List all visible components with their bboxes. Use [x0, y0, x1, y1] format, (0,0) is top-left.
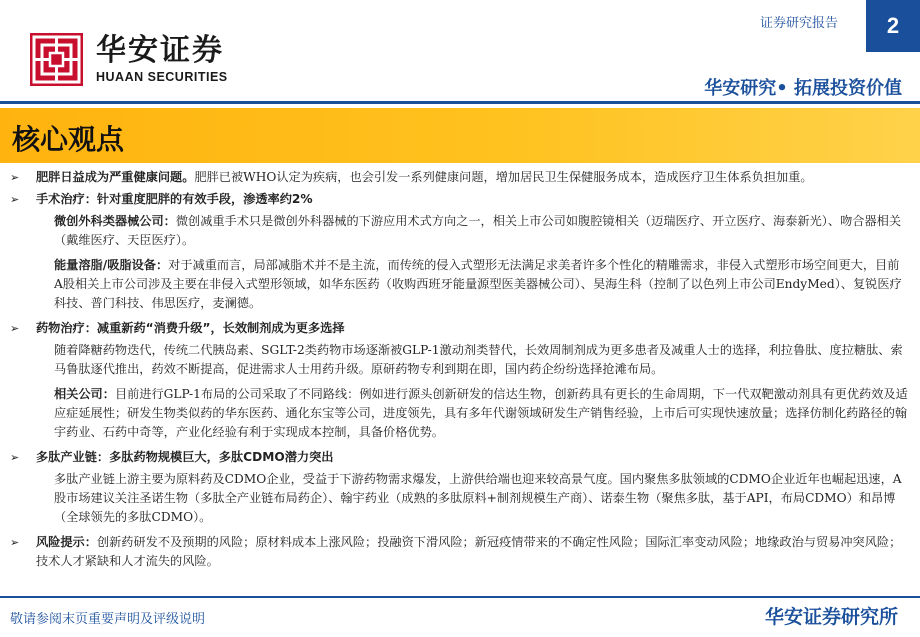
footer-disclaimer-link[interactable]: 敬请参阅末页重要声明及评级说明	[10, 612, 206, 627]
bullet-obesity	[8, 168, 912, 187]
bullet-surgery	[8, 190, 912, 209]
arrow-bullet-icon: ➢	[10, 193, 20, 206]
content-body	[8, 168, 912, 571]
sub-heading: 微创外科类器械公司：	[54, 214, 176, 228]
bullet-drugs	[8, 319, 912, 338]
sub-text: 微创减重手术只是微创外科器械的下游应用术式方向之一，相关上市公司如腹腔镜相关（迈瑞医疗、开立医疗、海泰新光）、吻合器相关（戴维医疗、天臣医疗）。	[54, 214, 902, 247]
bullet-heading: 多肽产业链：多肽药物规模巨大，多肽CDMO潜力突出	[36, 450, 334, 464]
sub-paragraph-related-companies	[8, 385, 912, 442]
sub-paragraph-drug-iteration	[8, 341, 912, 379]
sub-heading: 相关公司：	[54, 387, 115, 401]
arrow-bullet-icon: ➢	[10, 536, 20, 549]
header-divider	[0, 101, 920, 104]
sub-text: 随着降糖药物迭代，传统二代胰岛素、SGLT-2类药物市场逐渐被GLP-1激动剂类替代，长效周制剂成为更多患者及减重人士的选择，利拉鲁肽、度拉糖肽、索马鲁肽逐代推出，药效不断提高，促进需求人士用药升级。原研药物专利到期在即，国内药企纷纷选择抢滩布局。	[54, 343, 903, 376]
title-band	[0, 108, 920, 163]
logo-english-name: HUAAN SECURITIES	[96, 70, 228, 84]
footer-institute: 华安证券研究所	[764, 606, 898, 628]
arrow-bullet-icon: ➢	[10, 171, 20, 184]
footer-divider	[0, 596, 920, 598]
bullet-heading: 手术治疗：针对重度肥胖的有效手段，渗透率约2%	[36, 192, 313, 206]
sub-text: 多肽产业链上游主要为原料药及CDMO企业，受益于下游药物需求爆发，上游供给端也迎来较高景气度。国内聚焦多肽领域的CDMO企业近年也崛起迅速，A股市场建议关注圣诺生物（多肽全产业链布局药企）、翰宇药业（成熟的多肽原料+制剂规模生产商）、诺泰生物（聚焦多肽，基于API，布局CDMO）和昂博（全球领先的多肽CDMO）。	[54, 472, 902, 524]
sub-text: 对于减重而言，局部减脂术并不是主流，而传统的侵入式塑形无法满足求美者许多个性化的精雕需求，非侵入式塑形市场空间更大，目前A股相关上市公司涉及主要在非侵入式塑形领域，如华东医药（收购西班牙能量源型医美器械公司）、昊海生科（控制了以色列上市公司EndyMed）、复锐医疗科技、普门科技、伟思医疗，麦澜德。	[54, 258, 902, 310]
sub-text: 目前进行GLP-1布局的公司采取了不同路线：例如进行源头创新研发的信达生物，创新药具有更长的生命周期，下一代双靶激动剂具有更优药效及适应症延展性；研发生物类似药的华东医药、通化东宝等公司，进度领先，具有多年代谢领域研发生产销售经验，上市后可实现快速放量；选择仿制化药路径的翰宇药业、石药中奇等，产业化经验有利于实现成本控制，具备价格优势。	[54, 387, 908, 439]
bullet-heading: 风险提示：	[36, 535, 97, 549]
sub-heading: 能量溶脂/吸脂设备：	[54, 258, 169, 272]
page-number: 2	[866, 0, 920, 52]
company-logo-icon	[30, 33, 83, 86]
bullet-risk	[8, 533, 912, 571]
arrow-bullet-icon: ➢	[10, 451, 20, 464]
header-slogan: 华安研究• 拓展投资价值	[704, 78, 902, 99]
sub-paragraph-cdmo	[8, 470, 912, 527]
page-title: 核心观点	[12, 123, 125, 156]
bullet-peptide-chain	[8, 448, 912, 467]
bullet-text: 创新药研发不及预期的风险；原材料成本上涨风险；投融资下滑风险；新冠疫情带来的不确定性风险；国际汇率变动风险；地缘政治与贸易冲突风险；技术人才紧缺和人才流失的风险。	[36, 535, 902, 568]
report-type-label: 证券研究报告	[760, 16, 839, 31]
sub-paragraph-lipolysis	[8, 256, 912, 313]
bullet-text: 肥胖已被WHO认定为疾病，也会引发一系列健康问题，增加居民卫生保健服务成本，造成医疗卫生体系负担加重。	[194, 170, 813, 184]
bullet-heading: 肥胖日益成为严重健康问题。	[36, 170, 195, 184]
logo-chinese-name: 华安证券	[96, 33, 224, 68]
bullet-heading: 药物治疗：减重新药“消费升级”，长效制剂成为更多选择	[36, 321, 345, 335]
arrow-bullet-icon: ➢	[10, 322, 20, 335]
sub-paragraph-devices	[8, 212, 912, 250]
